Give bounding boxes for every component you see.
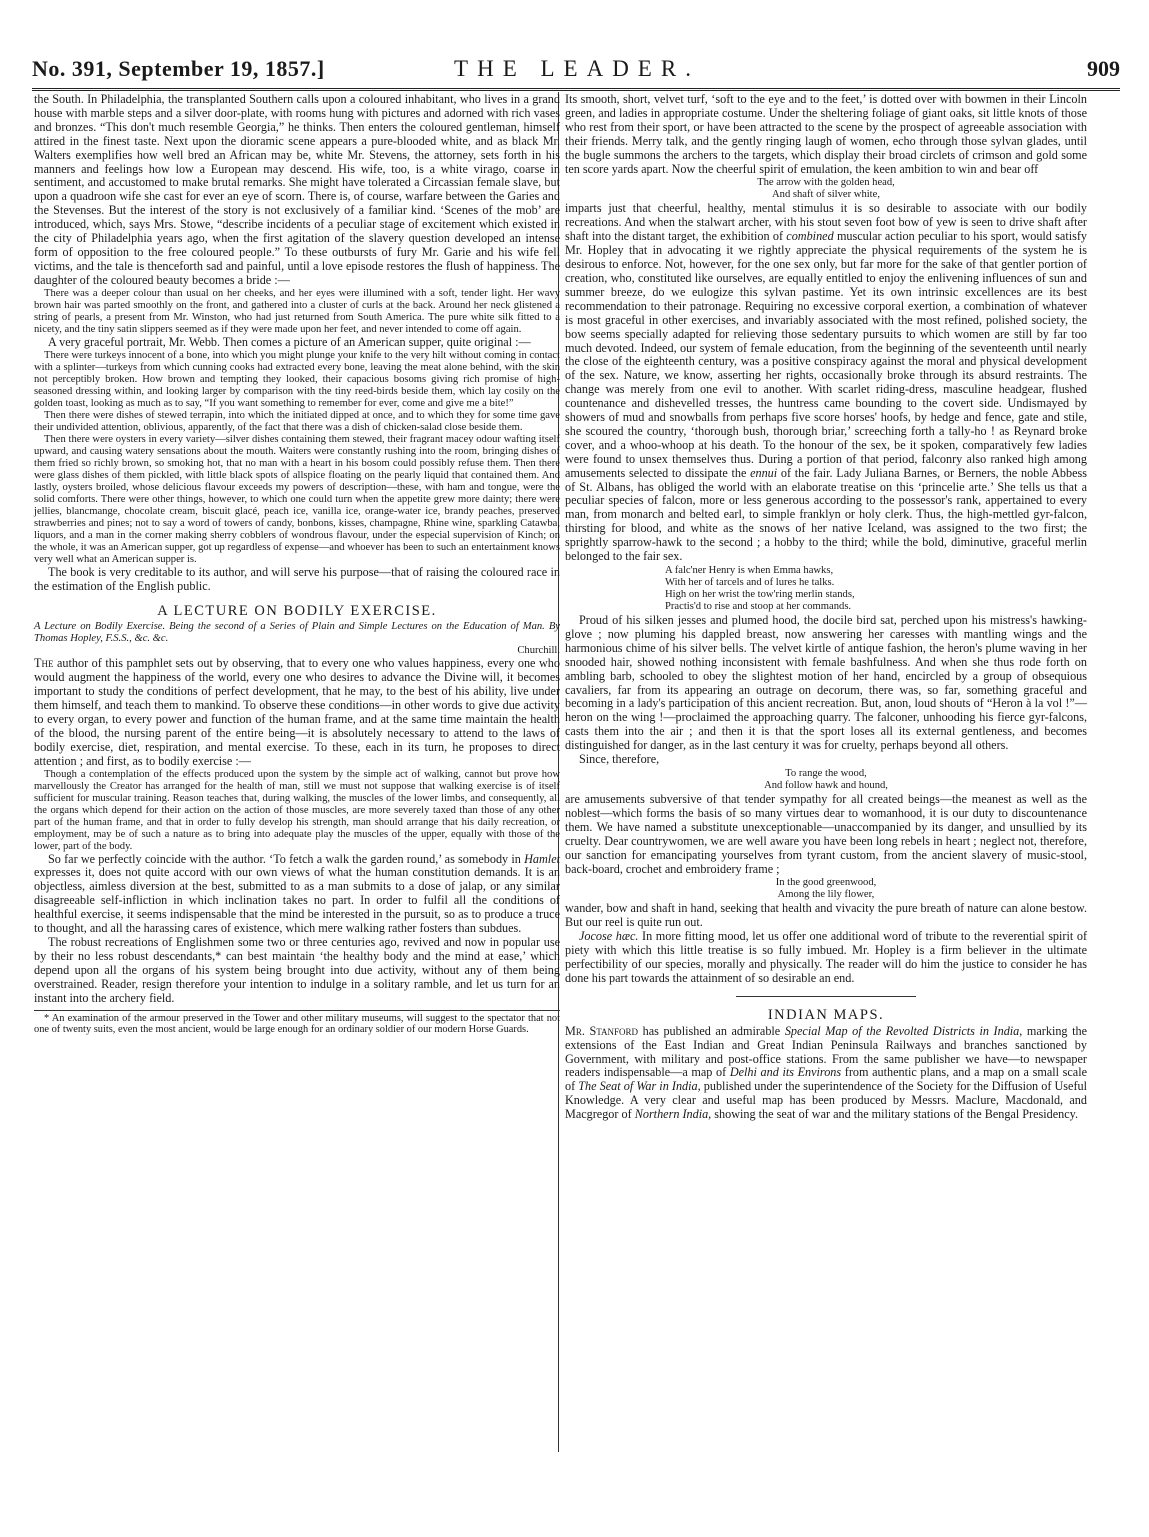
page-header bbox=[32, 56, 1120, 88]
paragraph: Since, therefore, bbox=[579, 752, 660, 767]
paragraph: imparts just that cheerful, healthy, mental stimulus it is so desirable to associate with our bodily recreations. And when the stalwart archer, with his stout seven foot bow of yew is seen to drive shaft after shaft into the distant target, the exhibition of combined muscular action peculiar to his sport, would satisfy Mr. Hopley that in advocating it we rightly appreciate the physical requirements of the system he is desirous to enforce. Not, however, for the one sex only, but far more for the sake of that gentler portion of creation, who, constituted like ourselves, are equally entitled to enjoy the enlivening influences of sun and summer breeze, do we eulogize this sylvan pastime. Yet its own intrinsic excellences are its best recommendation to their patronage. Requiring no excessive corporal exertion, a combination of whatever is most graceful in other exercises, and invariably associated with the most refined, polished society, the bow seems specially adapted for relieving those sedentary pursuits to which women are still by far too much devoted. Indeed, our system of female education, from the beginning of the seventeenth until nearly the close of the eighteenth century, was a positive conspiracy against the moral and physical development of the sex. Nature, we know, asserting her rights, occasionally broke through its absurd restraints. The change was merely from one evil to another. With scarlet riding-dress, masculine headgear, flushed countenance and dishevelled tresses, the huntress came bounding to the covert side. Undismayed by showers of mud and snowballs from perhaps five score horses' hoofs, by hedge and fence, gate and stile, she scoured the country, ‘thorough bush, thorough briar,’ screeching forth a tally-ho ! as Reynard broke cover, and a whoo-whoop at his death. To the honour of the sex, be it spoken, comparatively few ladies were found to unsex themselves thus. During a portion of that period, falconry also ranked high among amusements selected to dissipate the ennui of the fair. Lady Juliana Barnes, or Berners, the noble Abbess of St. Albans, has obliged the world with an elaborate treatise on this ‘princelie arte.’ She tells us that a peculiar species of falcon, more or less generous according to the possessor's rank, appertained to every man, from monarch and belted earl, to simple franklyn or holy clerk. Thus, the high-mettled gyr-falcon, thirsting for blood, and white as the snows of her native Iceland, was assigned to the two first; the sprightly sparrow-hawk to the second ; a hobby to the third; while the bold, diminutive, graceful merlin belonged to the fair sex. bbox=[565, 201, 1087, 564]
left-column bbox=[34, 93, 560, 1036]
quotation bbox=[34, 350, 560, 566]
quote-paragraph: Then there were oysters in every variety—silver dishes containing them stewed, their fragrant macey odour wafting itself upward, and causing watery sensations about the mouth. Waiters were constantly rushing into the room, bringing dishes of them fried so richly brown, so smoking hot, that no man with a heart in his bosom could possibly refuse them. Then there were glass dishes of them pickled, with little black spots of allspice floating on the pearly liquid that contained them. And lastly, oysters broiled, whose delicious flavour exceeds my powers of description—these, with ham and tongue, were the solid comforts. There were other things, however, to which one could turn when the appetite grew more dainty; there were jellies, blancmange, chocolate cream, biscuit glacé, peach ice, vanilla ice, orange-water ice, brandy peaches, preserved strawberries and pines; not to say a word of towers of candy, bonbons, kisses, champagne, Rhine wine, sparkling Catawba, liquors, and a man in the corner making sherry cobblers of wondrous flavour, under the especial supervision of Kinch; on the whole, it was an American supper, got up regardless of expense—and whoever has been to such an entertainment knows very well what an American supper is. bbox=[34, 433, 560, 565]
issue-date: No. 391, September 19, 1857.] bbox=[32, 56, 325, 81]
quote-paragraph: Though a contemplation of the effects produced upon the system by the simple act of walking, cannot but prove how marvellously the Creator has arranged for the health of man, still we must not suppose that walking exercise is of itself sufficient for muscular training. Reason teaches that, during walking, the muscles of the lower limbs, and consequently, all the organs which depend for their action on the action of those muscles, are more severely taxed than those of any other part of the human frame, and that in order to fully develop his strength, man should arrange that his daily recreation, or employment, may be of such a nature as to bring into adequate play the muscles of the upper, equally with those of the lower, part of the body. bbox=[34, 768, 560, 852]
paragraph: the South. In Philadelphia, the transplanted Southern calls upon a coloured inhabitant, who lives in a grand house with marble steps and a silver door-plate, with rooms hung with pictures and adorned with rich vases and bronzes. “This don't much resemble Georgia,” he thinks. Then enters the coloured gentleman, himself attired in the finest taste. Next upon the dioramic scene appears a pure-blooded white, and as black Mr. Walters exemplifies how well bred an African may be, white Mr. Stevens, the attorney, sets forth in his manners and feelings how low a European may descend. His wife, too, is a white virago, coarse in sentiment, and accustomed to make brutal remarks. She might have tolerated a Circassian female slave, but upon a quadroon wife she cast for ever an eye of scorn. There is, of course, warfare between the Garies and the Stevenses. But the interest of the story is not exclusively of a familiar kind. ‘Scenes of the mob’ are introduced, which, says Mrs. Stowe, “describe incidents of a peculiar stage of excitement which existed in the city of Philadelphia years ago, when the first agitation of the slavery question developed an intense form of opposition to the free coloured people.” To these outbursts of fury Mr. Garie and his wife fell victims, and the tale is thenceforth sad and painful, until a love episode restores the flush of happiness. The daughter of the coloured beauty becomes a bride :— bbox=[34, 92, 560, 287]
paragraph: Mr. Stanford has published an admirable Special Map of the Revolted Districts in India, marking the extensions of the East Indian and Great Indian Peninsula Railways and branches sanctioned by Government, with military and post-office stations. From the same publisher we have—to newspaper readers indispensable—a map of Delhi and its Environs from authentic plans, and a map on a small scale of The Seat of War in India, published under the superintendence of the Society for the Diffusion of Useful Knowledge. A very clear and useful map has been produced by Messrs. Maclure, Macdonald, and Macgregor of Northern India, showing the seat of war and the military stations of the Bengal Presidency. bbox=[565, 1023, 1087, 1122]
quote-paragraph: There was a deeper colour than usual on her cheeks, and her eyes were illumined with a soft, tender light. Her wavy brown hair was parted smoothly on the front, and gathered into a cluster of curls at the back. Around her neck glistened a string of pearls, a present from Mr. Winston, who had just returned from South America. The pure white silk fitted to a nicety, and the tiny satin slippers seemed as if they were made upon her feet, and never intended to come off again. bbox=[34, 287, 560, 335]
paragraph: The robust recreations of Englishmen some two or three centuries ago, revived and now in popular use by their no less robust descendants,* can best maintain ‘the healthy body and the mind at ease,’ which depend upon all the organs of his system being brought into due activity, without any of them being overstrained. Reader, resign therefore your intention to indulge in a solitary ramble, and let us turn for an instant into the archery field. bbox=[34, 935, 560, 1005]
book-citation: A Lecture on Bodily Exercise. Being the second of a Series of Plain and Simple Lectures on the Education of Man. By Thomas Hopley, F.S.S., &c. &c. Churchill. bbox=[34, 621, 560, 657]
footnote: * An examination of the armour preserved in the Tower and other military museums, will suggest to the spectator that not one of twenty suits, even the most ancient, would be large enough for an ordinary soldier of our modern Horse Guards. bbox=[34, 1012, 560, 1036]
quote-paragraph: Then there were dishes of stewed terrapin, into which the initiated dipped at once, and to which they for some time gave their undivided attention, oblivious, apparently, of the fact that there was a dish of chicken-salad close beside them. bbox=[34, 409, 560, 433]
paragraph: So far we perfectly coincide with the author. ‘To fetch a walk the garden round,’ as somebody in Hamlet expresses it, does not quite accord with our own views of what the human constitution demands. It is an objectless, aimless diversion at the best, submitted to as a man submits to a dose of jalap, or any similar disagreeable self-infliction in which inclination takes no part. In order to fulfil all the conditions of healthful exercise, it seems indispensable that the mind be interested in the pursuit, so as to produce a truce to thought, and all the harassing cares of existence, which mere walking rather fosters than subdues. bbox=[34, 851, 560, 936]
paragraph: Its smooth, short, velvet turf, ‘soft to the eye and to the feet,’ is dotted over with bowmen in their Lincoln green, and ladies in appropriate costume. Under the sheltering foliage of giant oaks, sit little knots of those who rest from their sport, or have been attracted to the scene by the prospect of agreeable association with their friends. Merry talk, and the gently ringing laugh of women, echo through those sylvan glades, until the bugle summons the archers to the targets, which display their broad circlets of crimson and gold some ten score yards apart. Now the cheerful spirit of emulation, the keen ambition to win and bear off bbox=[565, 92, 1087, 176]
quotation bbox=[34, 769, 560, 853]
page-number: 909 bbox=[1087, 56, 1120, 81]
article-heading: A LECTURE ON BODILY EXERCISE. bbox=[157, 603, 437, 620]
article-heading: INDIAN MAPS. bbox=[767, 1006, 885, 1023]
publisher: Churchill. bbox=[517, 645, 560, 657]
footnote-rule bbox=[34, 1010, 560, 1011]
masthead-title: THE LEADER. bbox=[454, 56, 700, 81]
paragraph: Jocose hæc. In more fitting mood, let us offer one additional word of tribute to the reverential spirit of piety with which this little treatise is so fully imbued. Mr. Hopley is a firm believer in the ultimate perfectibility of our species, morally and physically. The reader will do him the justice to consider he has done his part towards the attainment of so desirable an end. bbox=[565, 929, 1088, 985]
paragraph: The book is very creditable to its author, and will serve his purpose—that of raising the coloured race in the estimation of the English public. bbox=[34, 564, 560, 593]
quote-paragraph: There were turkeys innocent of a bone, into which you might plunge your knife to the very hilt without coming in contact with a splinter—turkeys from which cunning cooks had extracted every bone, leaving the meat alone behind, with the skin not perceptibly broken. How brown and tempting they looked, their capacious bosoms giving rich promise of high-seasoned dressing within, and looking larger by comparison with the tiny reed-birds beside them, which lay cosily on the golden toast, looking as much as to say, “If you want something to remember for ever, come and give me a bite!” bbox=[34, 349, 560, 409]
paragraph: A very graceful portrait, Mr. Webb. Then comes a picture of an American supper, quite original :— bbox=[48, 334, 531, 349]
right-column bbox=[565, 93, 1087, 1122]
paragraph: are amusements subversive of that tender sympathy for all created beings—the meanest as well as the noblest—which forms the basis of so many virtues dear to womanhood, it is our duty to discountenance them. We have named a substitute unexceptionable—unaccompanied by its danger, and unsullied by its cruelty. Dear countrywomen, we are well aware you have been long rebels in heart ; neglect not, therefore, our sanction for emancipating yourselves from tyrant custom, from the ancient slavery of music-stool, back-board, crochet and embroidery frame ; bbox=[565, 791, 1087, 876]
section-rule bbox=[736, 996, 916, 997]
quotation bbox=[34, 288, 560, 336]
verse: A falc'ner Henry is when Emma hawks, With her of tarcels and of lures he talks. High on her wrist the tow'ring merlin stands, Practis'd to rise and stoop at her commands. bbox=[665, 565, 855, 612]
header-rule bbox=[32, 88, 1120, 91]
verse: In the good greenwood, Among the lily flower, bbox=[775, 877, 877, 901]
verse: The arrow with the golden head, And shaft of silver white, bbox=[757, 177, 895, 201]
paragraph: wander, bow and shaft in hand, seeking that health and vivacity the pure breath of nature can alone bestow. But our reel is quite run out. bbox=[565, 901, 1087, 930]
paragraph: The author of this pamphlet sets out by observing, that to every one who values happiness, every one who would augment the happiness of the world, every one who desires to advance the Divine will, it becomes important to study the conditions of perfect development, that he may, to the best of his ability, live under them himself, and teach them to mankind. To observe these conditions—in other words to give due activity to every organ, to every power and function of the human frame, and at the same time maintain the health of the blood, the nursing parent of the entire being—it is absolutely necessary to attend to the laws of bodily exercise, diet, respiration, and mental exercise. To these, each in its turn, he proposes to direct attention ; and first, as to bodily exercise :— bbox=[34, 656, 560, 768]
paragraph: Proud of his silken jesses and plumed hood, the docile bird sat, perched upon his mistress's hawking-glove ; now pluming his dappled breast, now answering her caresses with mantling wings and the harmonious chime of his silver bells. The velvet kirtle of antique fashion, the heron's plume waving in her snooded hair, showed nothing inconsistent with female bashfulness. And when she thus rode forth on ambling barb, schooled to obey the slightest motion of her hand, encircled by a group of obsequious cavaliers, far from its appearing an outrage on decorum, there was, so far, something graceful and becoming in a lady's participation of this ancient recreation. But, anon, loud shouts of “Heron à la vol !”—heron on the wing !—proclaimed the approaching quarry. The falconer, unhooding his fierce gyr-falcons, casts them into the air ; and then it is that the sport loses all its external gentleness, and becomes distinguished for danger, as in the last century it was for cruelty, perhaps beyond all others. bbox=[565, 613, 1087, 753]
verse: To range the wood, And follow hawk and hound, bbox=[764, 767, 888, 791]
